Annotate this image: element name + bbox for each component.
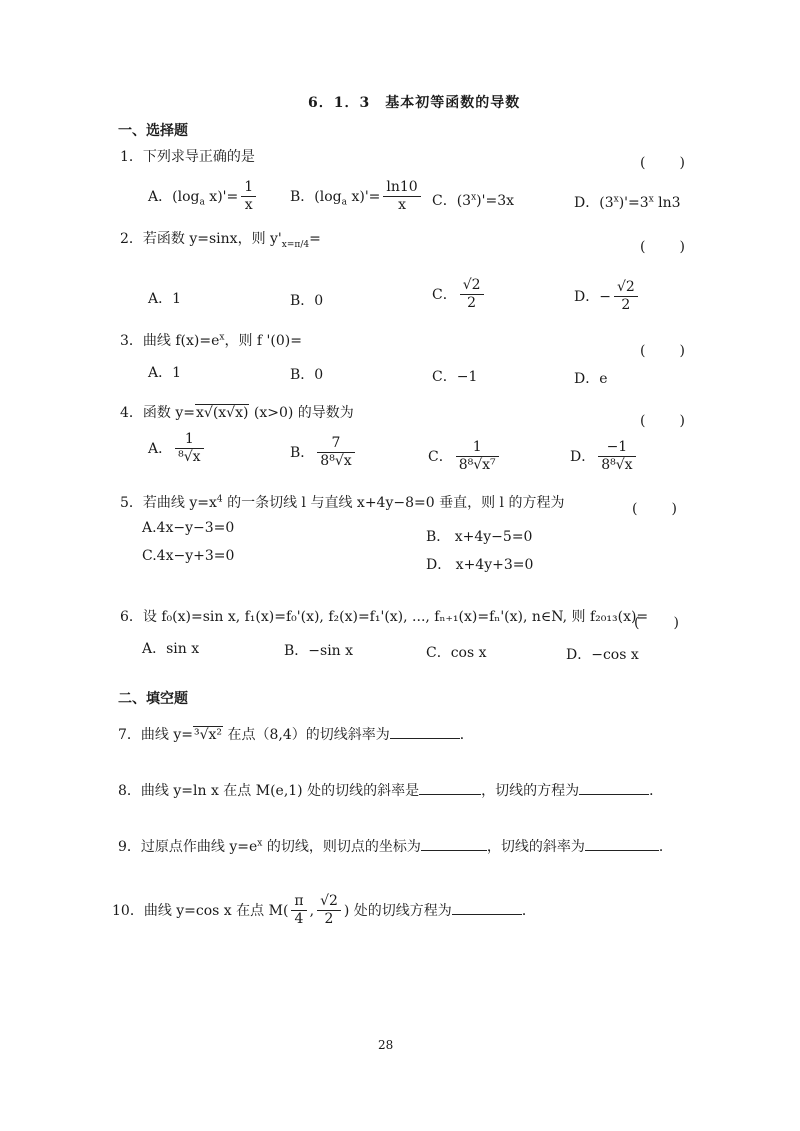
q4-option-b: B． $\frac{7}{\text{8⁸√x}}$ (290, 436, 358, 470)
q3-option-b: B．0 (290, 367, 324, 383)
q4-option-c: C． $\frac{1}{\text{8⁸√x⁷}}$ (428, 440, 502, 474)
answer-blank[interactable] (579, 782, 649, 795)
q2-option-b: B．0 (290, 293, 324, 309)
answer-blank[interactable] (421, 838, 487, 851)
q5-option-b: B． x+4y−5=0 (426, 529, 533, 545)
q1-option-c: C．$(3^x)'=3x$ (432, 192, 515, 209)
q6-option-b: B．−sin x (284, 643, 354, 659)
q2-option-d: D．− $\frac{√2}{2}$ (574, 280, 641, 314)
answer-paren-6: ( ) (634, 615, 681, 631)
q4-option-d: D． $\frac{-1}{\text{8⁸√x}}$ (570, 440, 639, 474)
answer-paren-4: ( ) (640, 413, 687, 429)
question-8-stem: 8．曲线 y=ln x 在点 M(e,1) 处的切线的斜率是 ，切线的方程为 ． (118, 783, 664, 799)
q5-option-a: A.4x−y−3=0 (142, 520, 235, 536)
q6-option-c: C．cos x (426, 645, 487, 661)
answer-paren-3: ( ) (640, 343, 687, 359)
answer-paren-5: ( ) (632, 501, 679, 517)
q6-option-a: A．sin x (142, 641, 200, 657)
answer-paren-2: ( ) (640, 239, 687, 255)
question-9-stem: 9．过原点作曲线 $y=e^x$ 的切线，则切点的坐标为 ，切线的斜率为 ． (118, 838, 673, 855)
section-heading-choice: 一、选择题 (118, 123, 188, 139)
q1-option-d: D．$(3^x)'=3^x$ ln3 (574, 194, 681, 211)
q3-option-a: A．1 (148, 365, 182, 381)
question-10-stem: 10．曲线 y=cos x 在点 M( $\frac{\pi}{4}$ , $\frac{√2}{2}$ ) 处的切线方程为 ． (112, 893, 536, 928)
question-5-stem: 5．若曲线 $y=x^4$ 的一条切线 l 与直线 x+4y−8=0 垂直，则 l 的方程为 (120, 494, 565, 511)
q5-option-d: D． x+4y+3=0 (426, 557, 534, 573)
q2-option-a: A．1 (148, 291, 182, 307)
question-7-stem: 7．曲线 y=³√x² 在点（8,4）的切线斜率为 ． (118, 727, 474, 743)
question-3-stem: 3．曲线 $f(x)=e^x$，则 f '(0)= (120, 332, 302, 349)
answer-blank[interactable] (390, 726, 460, 739)
q1-option-b: B．($\log_a$ x)'= $\frac{\ln 10}{x}$ (290, 180, 424, 214)
answer-blank[interactable] (419, 782, 481, 795)
q5-option-c: C.4x−y+3=0 (142, 548, 235, 564)
q1-option-a: A．($\log_a$ x)'= $\frac{1}{x}$ (148, 180, 259, 214)
section-heading-fill: 二、填空题 (118, 691, 188, 707)
q6-option-d: D．−cos x (566, 647, 639, 663)
question-2-stem: 2．若函数 y=sinx，则 $y'_{x=\pi/4}=$ (120, 231, 321, 250)
question-1-stem: 1．下列求导正确的是 (120, 149, 255, 165)
q3-option-c: C．−1 (432, 369, 478, 385)
answer-blank[interactable] (585, 838, 659, 851)
page-title: 6．1．3 基本初等函数的导数 (308, 95, 521, 111)
q2-option-c: C． $\frac{√2}{2}$ (432, 278, 487, 312)
q3-option-d: D．e (574, 371, 608, 387)
answer-paren-1: ( ) (640, 155, 687, 171)
page-number: 28 (378, 1038, 394, 1052)
q4-option-a: A． $\frac{1}{\text{⁸√x}}$ (148, 432, 207, 466)
question-4-stem: 4．函数 y=x√(x√x) (x>0) 的导数为 (120, 405, 354, 421)
question-6-stem: 6．设 f₀(x)=sin x, f₁(x)=f₀'(x), f₂(x)=f₁'(x), ..., fₙ₊₁(x)=fₙ'(x), n∈N, 则 f₂₀₁₃(x)= (120, 609, 649, 625)
answer-blank[interactable] (452, 902, 522, 915)
